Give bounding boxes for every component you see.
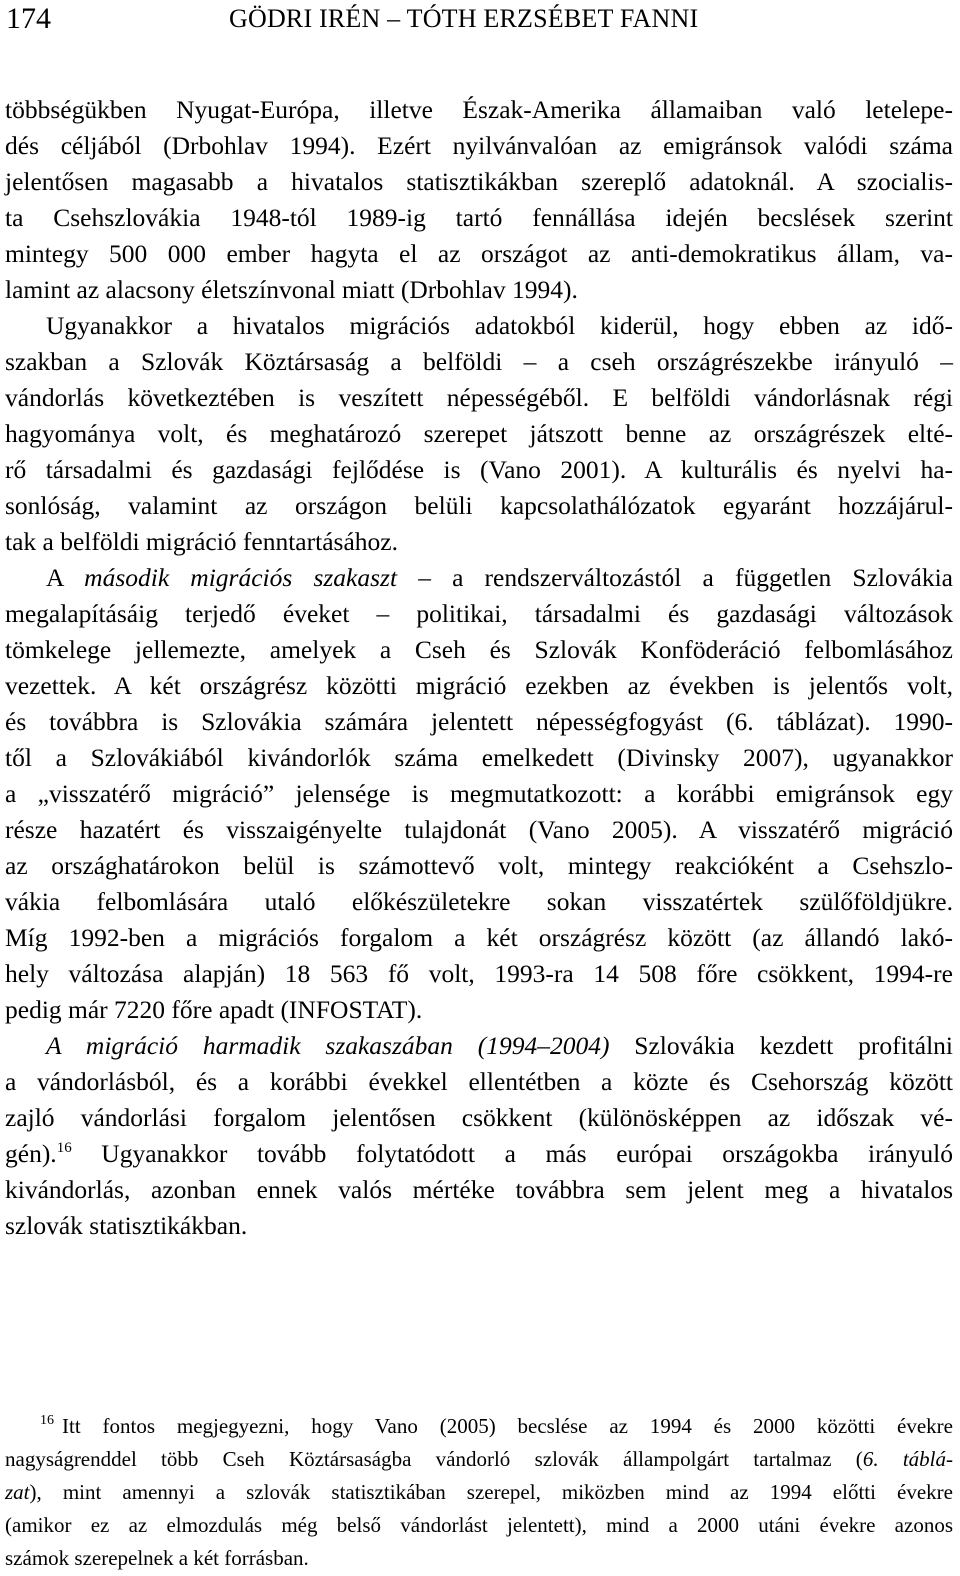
text-line: az országhatárokon belül is számottevő volt, mintegy reakcióként a Csehszlo- — [5, 851, 953, 880]
text-line: ta Csehszlovákia 1948-tól 1989-ig tartó fennállása idején becslések szerint — [5, 203, 953, 232]
text-line: mintegy 500 000 ember hagyta el az országot az anti-demokratikus állam, va- — [5, 239, 953, 268]
text-line — [5, 1136, 953, 1172]
text-run: gén). — [5, 1139, 57, 1168]
text-line: től a Szlovákiából kivándorlók száma emelkedett (Divinsky 2007), ugyanakkor — [5, 743, 953, 772]
text-line: kivándorlás, azonban ennek valós mértéke továbbra sem jelent meg a hivatalos — [5, 1175, 953, 1204]
text-line: a vándorlásból, és a korábbi évekkel ellentétben a közte és Csehország között — [5, 1067, 953, 1096]
running-title: GÖDRI IRÉN – TÓTH ERZSÉBET FANNI — [229, 4, 699, 33]
text-line: tömkelege jellemezte, amelyek a Cseh és Szlovák Konföderáció felbomlásához — [5, 635, 953, 664]
text-line: szlovák statisztikákban. — [5, 1211, 248, 1240]
text-run: Ugyanakkor tovább folytatódott a más európai országokba irányuló — [71, 1139, 953, 1168]
text-line: sonlóság, valamint az országon belüli kapcsolathálózatok egyaránt hozzájárul- — [5, 491, 953, 520]
text-line: rő társadalmi és gazdasági fejlődése is (Vano 2001). A kulturális és nyelvi ha- — [5, 455, 953, 484]
text-run: nagyságrenddel több Cseh Köztársaságba vándorló szlovák állampolgárt tartalmaz ( — [5, 1447, 863, 1471]
footnote-reference[interactable]: 16 — [56, 1140, 72, 1156]
text-line: jelentősen magasabb a hivatalos statisztikákban szereplő adatoknál. A szocialis- — [5, 167, 953, 196]
footnote-line — [5, 1476, 953, 1509]
text-line: vándorlás következtében is veszített népességéből. E belföldi vándorlásnak régi — [5, 383, 953, 412]
text-line: hely változása alapján) 18 563 fő volt, 1993-ra 14 508 főre csökkent, 1994-re — [5, 959, 953, 988]
text-line: szakban a Szlovák Köztársaság a belföldi – a cseh országrészekbe irányuló – — [5, 347, 953, 376]
text-line: vákia felbomlására utaló előkészületekre sokan visszatértek szülőföldjükre. — [5, 887, 953, 916]
text-line: része hazatért és visszaigényelte tulajdonát (Vano 2005). A visszatérő migráció — [5, 815, 953, 844]
text-line: és továbbra is Szlovákia számára jelentett népességfogyást (6. táblázat). 1990- — [5, 707, 953, 736]
text-run: A — [46, 563, 85, 592]
table-reference: 6. táblá- — [862, 1447, 954, 1471]
body-text — [5, 92, 953, 1244]
page-header — [0, 0, 960, 40]
text-line: Míg 1992-ben a migrációs forgalom a két országrész között (az állandó lakó- — [5, 923, 953, 952]
text-line: megalapításáig terjedő éveket – politikai, társadalmi és gazdasági változások — [5, 599, 953, 628]
emphasis-third-stage: A migráció harmadik szakaszában (1994–2004) — [46, 1031, 610, 1060]
text-line: a „visszatérő migráció” jelensége is megmutatkozott: a korábbi emigránsok egy — [5, 779, 953, 808]
text-run: – a rendszerváltozástól a független Szlovákia — [397, 563, 953, 592]
text-line: zajló vándorlási forgalom jelentősen csökkent (különösképpen az időszak vé- — [5, 1103, 953, 1132]
footnote-line: (amikor ez az elmozdulás még belső vándorlást jelentett), mind a 2000 utáni évekre azonos — [5, 1513, 953, 1537]
text-run: Itt fontos megjegyezni, hogy Vano (2005) becslése az 1994 és 2000 közötti évekre — [62, 1414, 953, 1438]
footnote-line — [5, 1410, 953, 1443]
text-line: hagyománya volt, és meghatározó szerepet játszott benne az országrészek elté- — [5, 419, 953, 448]
text-line — [5, 560, 953, 596]
text-line: lamint az alacsony életszínvonal miatt (Drbohlav 1994). — [5, 275, 578, 304]
page-number: 174 — [6, 2, 51, 35]
footnote-number: 16 — [40, 1413, 54, 1428]
text-line: vezettek. A két országrész közötti migráció ezekben az években is jelentős volt, — [5, 671, 953, 700]
text-line: többségükben Nyugat-Európa, illetve Észak-Amerika államaiban való letelepe- — [5, 95, 953, 124]
text-line: tak a belföldi migráció fenntartásához. — [5, 527, 398, 556]
text-line: dés céljából (Drbohlav 1994). Ezért nyilvánvalóan az emigránsok valódi száma — [5, 131, 953, 160]
footnote-line — [5, 1443, 953, 1476]
text-line: Ugyanakkor a hivatalos migrációs adatokból kiderül, hogy ebben az idő- — [46, 311, 953, 340]
text-line: pedig már 7220 főre apadt (INFOSTAT). — [5, 995, 423, 1024]
text-run: Szlovákia kezdett profitálni — [609, 1031, 953, 1060]
table-reference: zat — [5, 1480, 30, 1504]
emphasis-second-stage: második migrációs szakaszt — [84, 563, 398, 592]
text-run: ), mint amennyi a szlovák statisztikában szerepel, miközben mind az 1994 előtti évekre — [29, 1480, 953, 1504]
footnote — [5, 1410, 953, 1575]
footnote-line: számok szerepelnek a két forrásban. — [5, 1546, 309, 1570]
text-line — [5, 1028, 953, 1064]
